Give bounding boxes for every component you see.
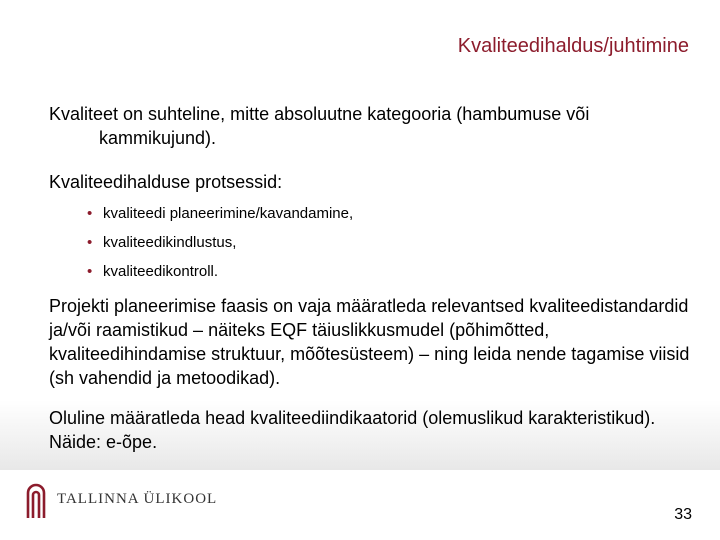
list-item-label: kvaliteedi planeerimine/kavandamine,	[103, 205, 354, 222]
page-number: 33	[674, 506, 692, 523]
bullet-icon: •	[87, 234, 93, 251]
paragraph-planning-phase: Projekti planeerimise faasis on vaja määratleda relevantsed kvaliteedistandardid ja/või raamistikud – näiteks EQF täiuslikkusmudel (põhimõtted, kvaliteedihindamise struktuur, mõõtesüsteem) – ning leida nende tagamise viisid (sh vahendid ja metoodikad).	[49, 296, 690, 388]
list-item	[87, 204, 699, 224]
process-bullet-list	[49, 204, 699, 282]
university-logo	[25, 480, 217, 518]
bullet-icon: •	[87, 205, 93, 222]
tallinn-university-emblem-icon	[25, 480, 47, 518]
slide-title: Kvaliteedihaldus/juhtimine	[457, 35, 689, 57]
paragraph-quality-relative: Kvaliteet on suhteline, mitte absoluutne kategooria (hambumuse või kammikujund).	[49, 104, 590, 148]
bullet-icon: •	[87, 263, 93, 280]
list-item	[87, 233, 699, 253]
list-item-label: kvaliteedikindlustus,	[103, 234, 237, 251]
list-item-label: kvaliteedikontroll.	[103, 263, 219, 280]
list-item	[87, 262, 699, 282]
logo-text: TALLINNA ÜLIKOOL	[57, 490, 218, 507]
paragraph-indicators: Oluline määratleda head kvaliteediindikaatorid (olemuslikud karakteristikud). Näide: e-õpe.	[49, 408, 656, 452]
slide-content	[49, 102, 699, 454]
paragraph-processes-heading: Kvaliteedihalduse protsessid:	[49, 172, 283, 192]
